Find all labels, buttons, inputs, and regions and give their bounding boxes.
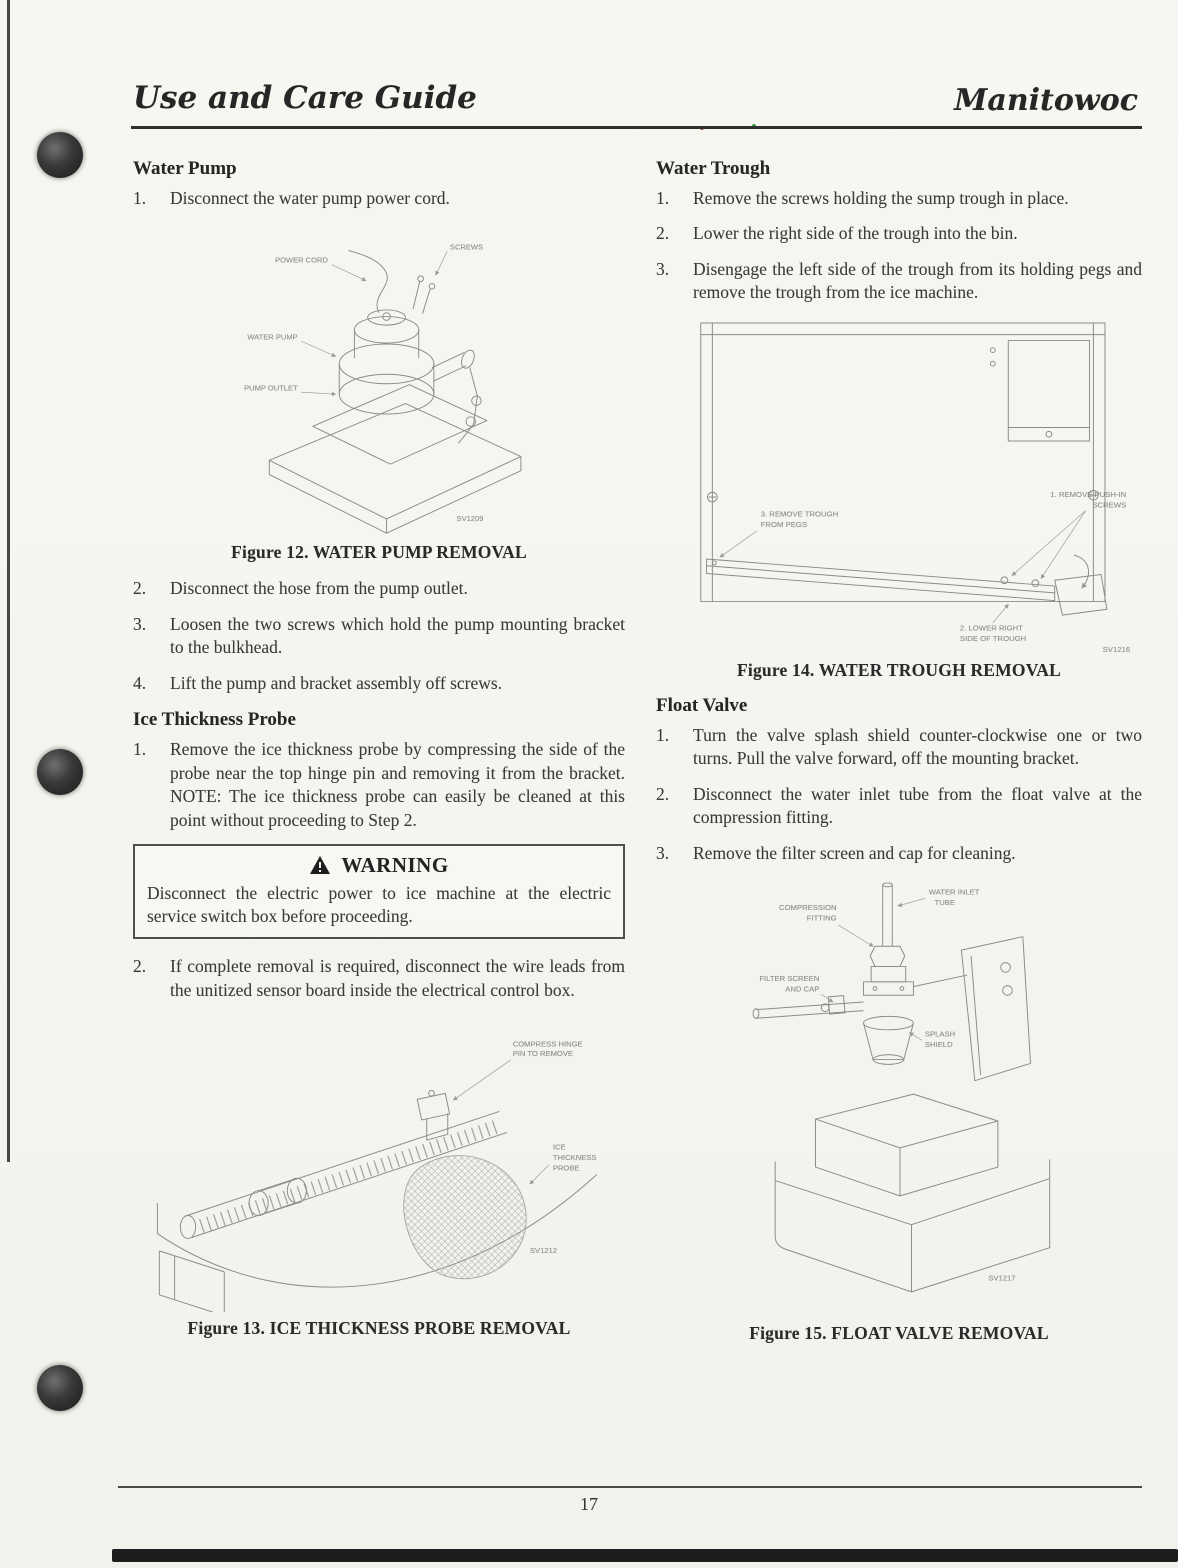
figure-15-caption: Figure 15. FLOAT VALVE REMOVAL (749, 1322, 1049, 1343)
step-number: 3. (656, 258, 670, 279)
figure-14-code: SV1216 (1102, 644, 1131, 654)
water-pump-drawing (220, 222, 538, 536)
float-valve-step-1 (656, 724, 1142, 771)
float-valve-step-3 (656, 842, 1142, 865)
figure-12-labels (244, 243, 483, 523)
figure-14-labels (761, 490, 1130, 654)
figure-14-caption: Figure 14. WATER TROUGH REMOVAL (737, 659, 1061, 680)
ice-probe-linework (157, 1090, 596, 1312)
float-valve-linework (753, 883, 1050, 1292)
brand-title: Manitowoc (954, 83, 1138, 118)
label-water-inlet: WATER INLET (928, 887, 980, 897)
step-number: 1. (133, 188, 147, 208)
label-screws: SCREWS (449, 242, 484, 252)
warning-triangle-icon (309, 855, 331, 875)
ice-probe-step-2 (133, 955, 625, 1002)
water-pump-step-3 (133, 613, 625, 660)
warning-header (147, 853, 611, 878)
step-text: Remove the filter screen and cap for cleaning. (693, 842, 1016, 863)
step-number: 2. (133, 578, 147, 599)
figure-13 (133, 1014, 625, 1339)
water-trough-drawing (664, 317, 1134, 654)
label-pin-to-remove: PIN TO REMOVE (512, 1049, 574, 1059)
label-lower-right: 2. LOWER RIGHT (959, 623, 1023, 633)
footer-rule (118, 1486, 1142, 1488)
step-text: Remove the ice thickness probe by compressing the side of the probe near the top hinge pin and removing it from the bracket. NOTE: The ice thickness probe can easily be cleaned at this point without proceeding to Step 2. (170, 739, 625, 830)
step-text: Lower the right side of the trough into the bin. (693, 223, 1018, 244)
warning-text: Disconnect the electric power to ice machine at the electric service switch box before proceeding. (147, 882, 611, 927)
step-number: 2. (133, 956, 147, 977)
water-pump-step-2 (133, 577, 625, 600)
label-probe: PROBE (552, 1163, 580, 1173)
guide-title: Use and Care Guide (133, 80, 477, 116)
step-number: 4. (133, 672, 147, 693)
water-pump-linework (269, 251, 521, 534)
figure-15-code: SV1217 (988, 1273, 1016, 1283)
label-shield: SHIELD (924, 1040, 953, 1050)
label-compress-hinge: COMPRESS HINGE (512, 1039, 583, 1049)
label-and-cap: AND CAP (785, 984, 820, 994)
step-text: Remove the screws holding the sump trough in place. (693, 188, 1069, 208)
label-thickness: THICKNESS (552, 1153, 597, 1163)
figure-14 (656, 317, 1142, 681)
right-column (656, 158, 1142, 1358)
scan-edge-line (7, 0, 10, 1162)
left-column (133, 158, 625, 1353)
step-text: Lift the pump and bracket assembly off screws. (170, 672, 503, 693)
label-remove-push-in: 1. REMOVE PUSH-IN (1050, 489, 1127, 499)
label-compression: COMPRESSION (779, 902, 837, 912)
label-splash: SPLASH (924, 1029, 956, 1039)
figure-13-caption: Figure 13. ICE THICKNESS PROBE REMOVAL (187, 1318, 571, 1338)
water-pump-step-4 (133, 672, 625, 695)
step-text: Disconnect the hose from the pump outlet. (170, 578, 468, 599)
figure-13-code: SV1212 (529, 1245, 558, 1255)
figure-12-caption: Figure 12. WATER PUMP REMOVAL (231, 542, 527, 563)
binder-hole-top (37, 132, 83, 178)
label-fitting: FITTING (806, 913, 837, 923)
label-remove-trough: 3. REMOVE TROUGH (760, 509, 839, 519)
label-filter-screen: FILTER SCREEN (759, 973, 820, 983)
water-pump-step-1 (133, 187, 625, 210)
label-side-of-trough: SIDE OF TROUGH (959, 633, 1027, 643)
step-number: 2. (656, 223, 670, 244)
float-valve-step-2 (656, 783, 1142, 830)
step-text: Disconnect the water inlet tube from the float valve at the compression fitting. (693, 783, 1142, 828)
figure-12-code: SV1209 (456, 514, 484, 524)
ice-probe-step-1 (133, 738, 625, 832)
label-screws: SCREWS (1092, 500, 1127, 510)
section-heading-water-pump: Water Pump (133, 158, 237, 179)
step-text: Disconnect the water pump power cord. (170, 188, 450, 208)
section-heading-ice-thickness-probe: Ice Thickness Probe (133, 709, 296, 731)
label-from-pegs: FROM PEGS (760, 519, 808, 529)
step-text: Turn the valve splash shield counter-clockwise one or two turns. Pull the valve forward, off the mounting bracket. (693, 724, 1142, 769)
step-number: 1. (133, 739, 147, 760)
water-trough-step-1 (656, 187, 1142, 210)
step-text: Loosen the two screws which hold the pump mounting bracket to the bulkhead. (170, 613, 625, 658)
binder-hole-middle (37, 749, 83, 795)
warning-title: WARNING (341, 852, 449, 877)
label-ice: ICE (552, 1142, 566, 1152)
page-number: 17 (580, 1494, 598, 1514)
warning-box (133, 844, 625, 939)
label-power-cord: POWER CORD (275, 256, 328, 266)
step-number: 1. (656, 724, 670, 745)
step-number: 3. (656, 842, 670, 863)
label-water-pump: WATER PUMP (247, 332, 298, 342)
figure-15 (656, 877, 1142, 1344)
step-text: If complete removal is required, disconnect the wire leads from the unitized sensor board inside the electrical control box. (170, 956, 625, 1000)
section-heading-float-valve: Float Valve (656, 694, 748, 716)
step-text: Disengage the left side of the trough from its holding pegs and remove the trough from the ice machine. (693, 258, 1142, 303)
step-number: 3. (133, 613, 147, 634)
ice-thickness-probe-drawing (144, 1014, 614, 1312)
binder-hole-bottom (37, 1365, 83, 1411)
water-trough-step-3 (656, 258, 1142, 305)
step-number: 1. (656, 188, 670, 208)
section-heading-water-trough: Water Trough (656, 158, 771, 179)
label-pump-outlet: PUMP OUTLET (244, 383, 298, 393)
water-trough-step-2 (656, 222, 1142, 245)
figure-12 (133, 222, 625, 563)
label-tube: TUBE (934, 897, 955, 907)
float-valve-drawing (731, 877, 1067, 1317)
figure-12-leaders (301, 252, 447, 395)
step-number: 2. (656, 783, 670, 804)
scan-bottom-band (112, 1549, 1178, 1562)
header-rule (131, 126, 1142, 129)
